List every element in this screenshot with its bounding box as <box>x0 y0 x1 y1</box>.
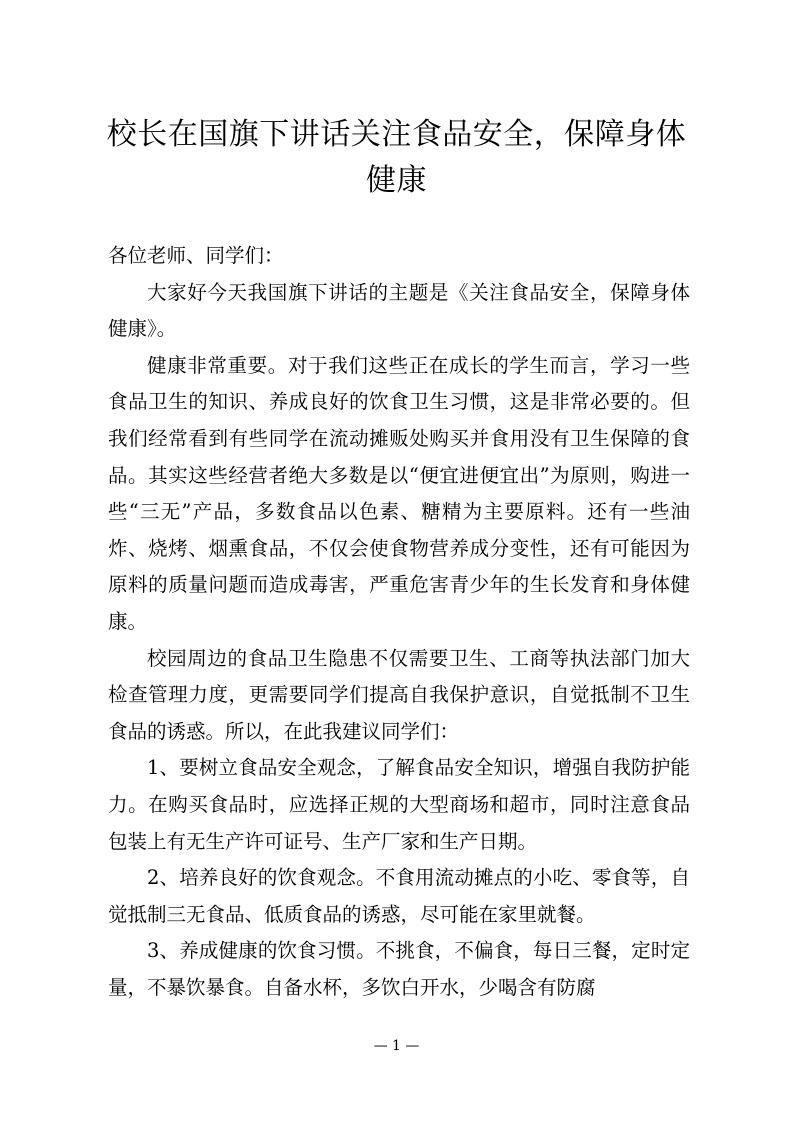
document-title: 校长在国旗下讲话关注食品安全，保障身体健康 <box>106 117 687 198</box>
page-number: — 1 — <box>373 1038 420 1054</box>
document-body <box>108 238 690 1006</box>
paragraph-advice-2: 2、培养良好的饮食观念。不食用流动摊点的小吃、零食等，自觉抵制三无食品、低质食品的诱惑，尽可能在家里就餐。 <box>108 866 690 926</box>
paragraph-health: 健康非常重要。对于我们这些正在成长的学生而言，学习一些食品卫生的知识、养成良好的饮食卫生习惯，这是非常必要的。但我们经常看到有些同学在流动摊贩处购买并食用没有卫生保障的食品。其实这些经营者绝大多数是以“便宜进便宜出”为原则，购进一些“三无”产品，多数食品以色素、糖精为主要原料。还有一些油炸、烧烤、烟熏食品，不仅会使食物营养成分变性，还有可能因为原料的质量问题而造成毒害，严重危害青少年的生长发育和身体健康。 <box>108 353 690 633</box>
paragraph-intro: 大家好今天我国旗下讲话的主题是《关注食品安全，保障身体健康》。 <box>108 280 690 341</box>
greeting: 各位老师、同学们： <box>108 244 284 267</box>
paragraph-advice-3: 3、养成健康的饮食习惯。不挑食，不偏食，每日三餐，定时定量，不暴饮暴食。自备水杯，多饮白开水，少喝含有防腐 <box>108 939 690 999</box>
paragraph-advice-1: 1、要树立食品安全观念，了解食品安全知识，增强自我防护能力。在购买食品时，应选择正规的大型商场和超市，同时注意食品包装上有无生产许可证号、生产厂家和生产日期。 <box>108 756 690 853</box>
paragraph-campus: 校园周边的食品卫生隐患不仅需要卫生、工商等执法部门加大检查管理力度，更需要同学们提高自我保护意识，自觉抵制不卫生食品的诱惑。所以，在此我建议同学们： <box>108 646 690 743</box>
